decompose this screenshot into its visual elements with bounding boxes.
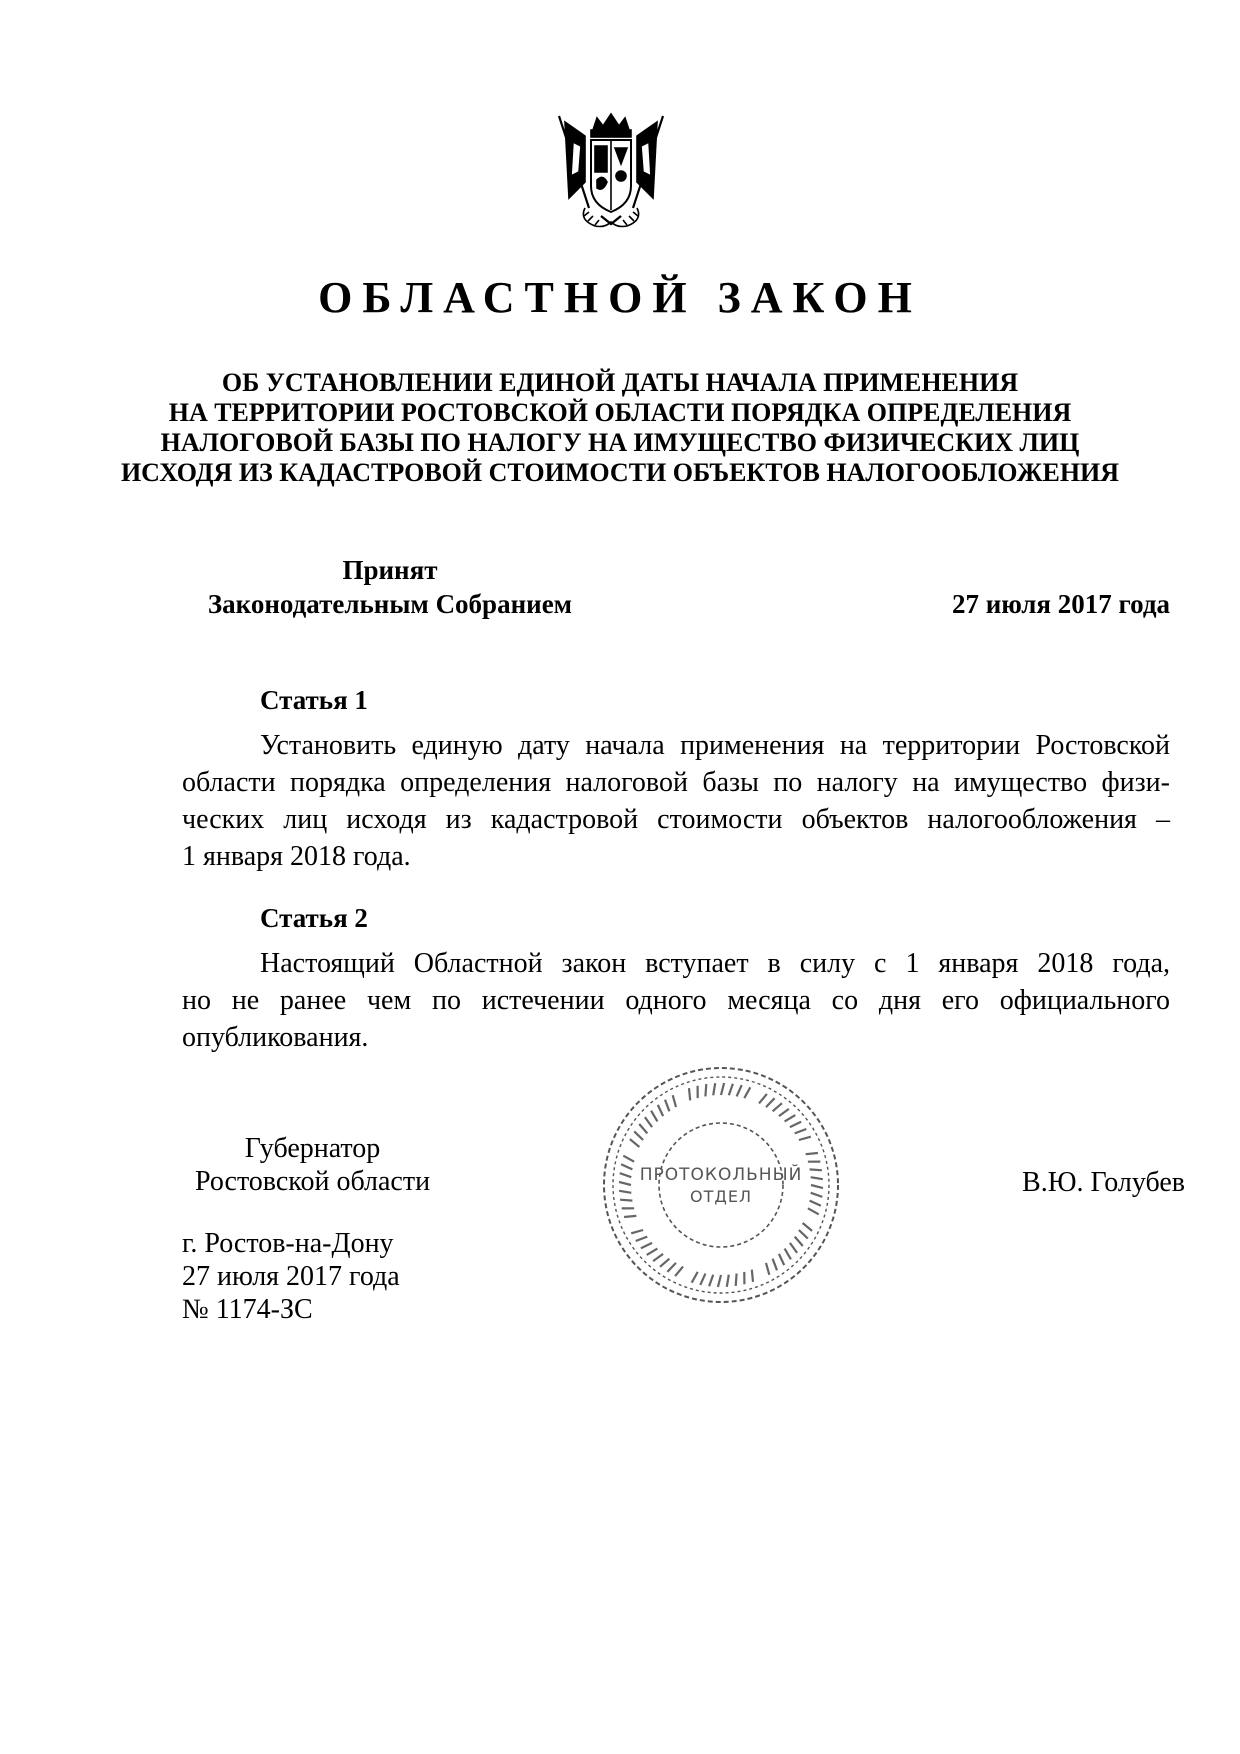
- signer-position: [150, 1132, 475, 1198]
- article-1-heading: Статья 1: [260, 685, 368, 715]
- law-number: № 1174-ЗС: [182, 1294, 313, 1325]
- law-subject-line: ИСХОДЯ ИЗ КАДАСТРОВОЙ СТОИМОСТИ ОБЪЕКТОВ НАЛОГООБЛОЖЕНИЯ: [120, 458, 1120, 487]
- seal-ring-lettering: [619, 1083, 823, 1287]
- round-seal-icon: [598, 1062, 844, 1308]
- law-subject-heading: [100, 368, 1140, 488]
- signer-position-line: Ростовской области: [194, 1166, 431, 1197]
- law-subject-line: ОБ УСТАНОВЛЕНИИ ЕДИНОЙ ДАТЫ НАЧАЛА ПРИМЕНЕНИЯ: [221, 368, 1019, 397]
- document-type-heading: ОБЛАСТНОЙ ЗАКОН: [318, 273, 922, 322]
- adoption-note: [150, 553, 630, 621]
- article-1-body: [182, 727, 1170, 875]
- coat-of-arms-icon: [555, 112, 667, 230]
- article-line: 1 января 2018 года.: [182, 841, 411, 872]
- article-line: области порядка определения налоговой базы по налогу на имущество физи-: [182, 767, 1170, 798]
- signer-position-line: Губернатор: [244, 1133, 381, 1164]
- article-line: Установить единую дату начала применения на территории Ростовской: [260, 730, 1170, 761]
- adopting-body: Законодательным Собранием: [207, 589, 573, 619]
- signer-name: В.Ю. Голубев: [1022, 1167, 1185, 1198]
- law-subject-line: НА ТЕРРИТОРИИ РОСТОВСКОЙ ОБЛАСТИ ПОРЯДКА ОПРЕДЕЛЕНИЯ: [168, 398, 1072, 427]
- article-2-heading: Статья 2: [260, 903, 368, 933]
- signing-date: 27 июля 2017 года: [182, 1261, 400, 1292]
- law-subject-line: НАЛОГОВОЙ БАЗЫ ПО НАЛОГУ НА ИМУЩЕСТВО ФИЗИЧЕСКИХ ЛИЦ: [160, 428, 1080, 457]
- adoption-date: 27 июля 2017 года: [952, 589, 1170, 619]
- seal-center-line: ОТДЕЛ: [689, 1187, 753, 1206]
- adopted-label: Принят: [342, 555, 438, 585]
- article-line: опубликования.: [182, 1022, 369, 1053]
- article-2-body: [182, 945, 1170, 1056]
- seal-center-line: ПРОТОКОЛЬНЫЙ: [639, 1165, 803, 1185]
- article-line: но не ранее чем по истечении одного месяца со дня его официального: [182, 985, 1170, 1016]
- article-line: Настоящий Областной закон вступает в силу с 1 января 2018 года,: [260, 948, 1170, 979]
- article-line: ческих лиц исходя из кадастровой стоимости объектов налогообложения –: [182, 804, 1170, 835]
- place-of-signing: г. Ростов-на-Дону: [182, 1228, 394, 1259]
- place-date-number: [182, 1227, 400, 1326]
